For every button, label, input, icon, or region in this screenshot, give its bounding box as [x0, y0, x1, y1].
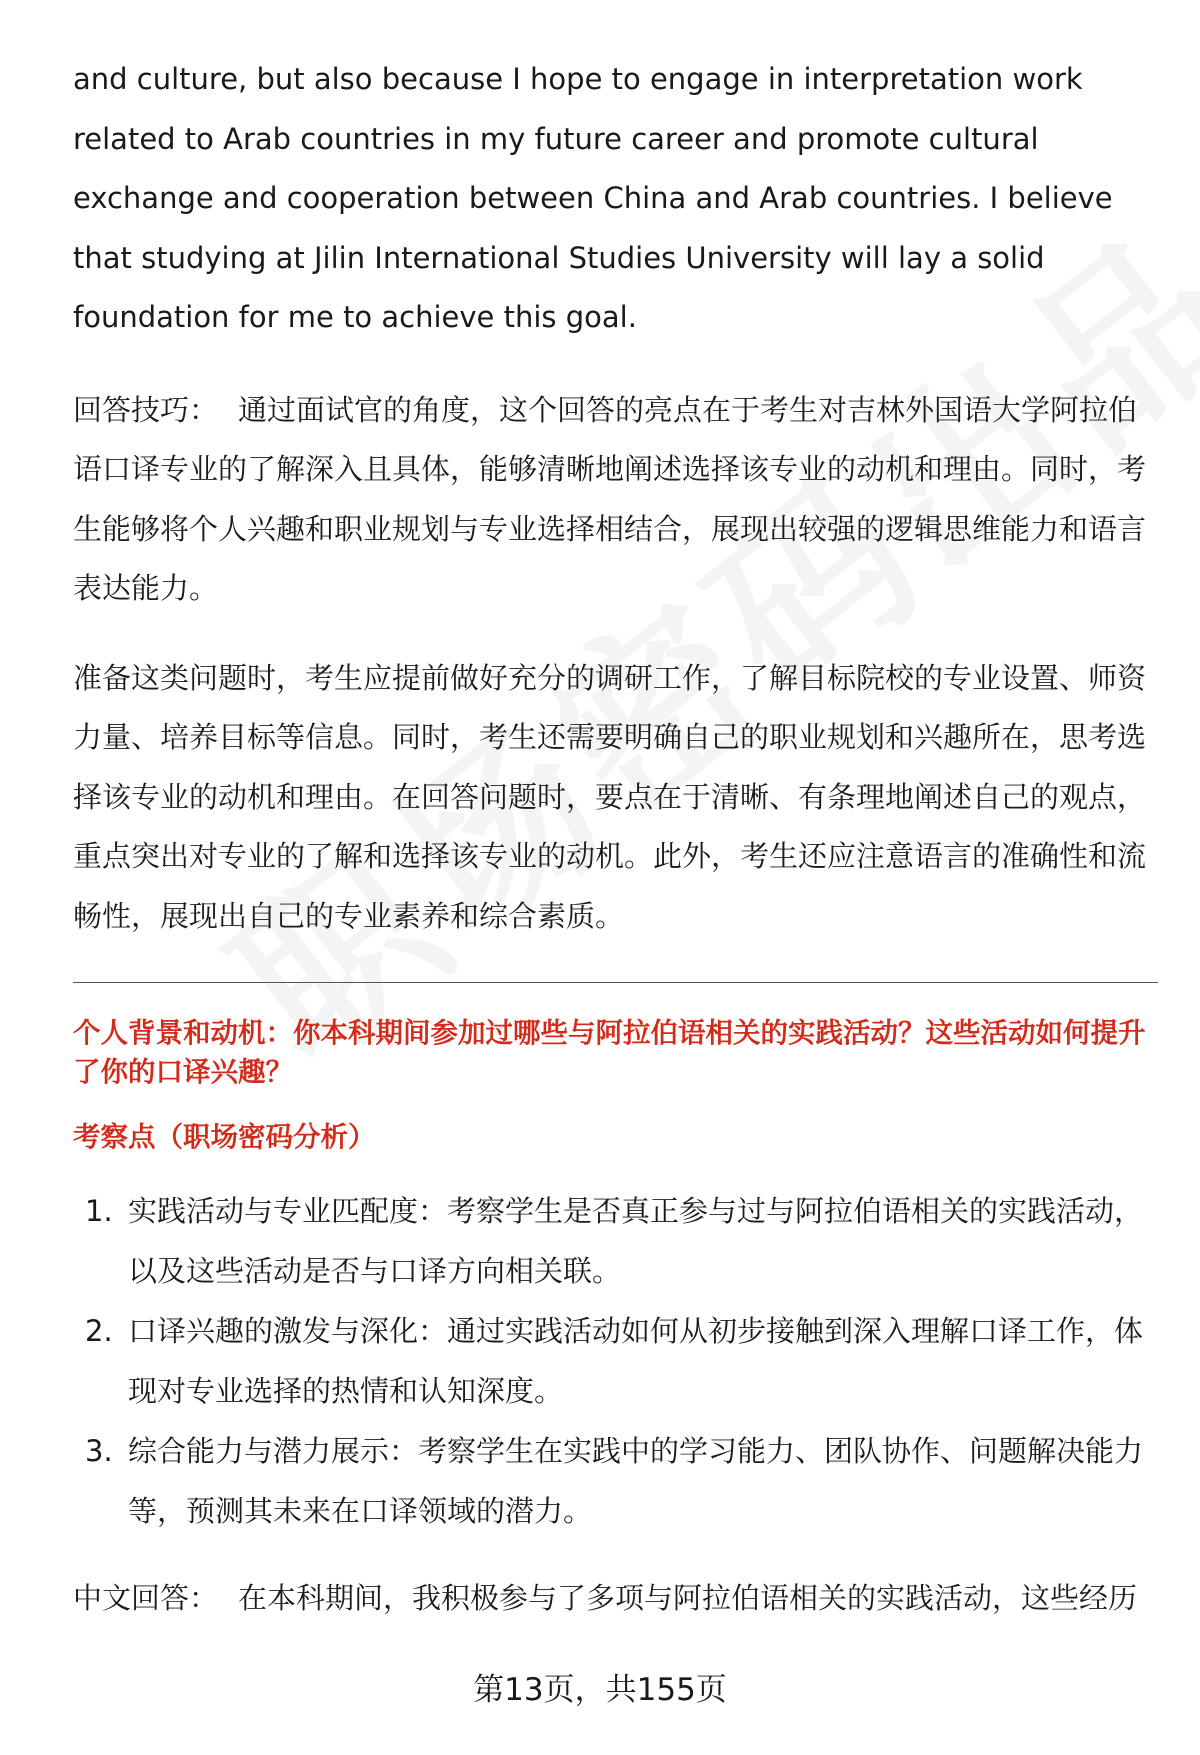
page-footer: 第13页，共155页 — [473, 1672, 727, 1708]
exam-point-list — [73, 1181, 1158, 1541]
tips-label: 回答技巧： — [73, 392, 219, 427]
preparation-paragraph: 准备这类问题时，考生应提前做好充分的调研工作，了解目标院校的专业设置、师资力量、培养目标等信息。同时，考生还需要明确自己的职业规划和兴趣所在，思考选择该专业的动机和理由。在回答问题时，要点在于清晰、有条理地阐述自己的观点，重点突出对专业的了解和选择该专业的动机。此外，考生还应注意语言的准确性和流畅性，展现出自己的专业素养和综合素质。 — [73, 660, 1147, 933]
list-item-number: 2. — [85, 1314, 113, 1348]
list-item — [73, 1301, 1158, 1421]
tips-text: 通过面试官的角度，这个回答的亮点在于考生对吉林外国语大学阿拉伯语口译专业的了解深入且具体，能够清晰地阐述选择该专业的动机和理由。同时，考生能够将个人兴趣和职业规划与专业选择相结合，展现出较强的逻辑思维能力和语言表达能力。 — [73, 392, 1147, 605]
list-item-number: 3. — [85, 1434, 113, 1468]
list-item — [73, 1421, 1158, 1541]
exam-point-heading: 考察点（职场密码分析） — [73, 1121, 376, 1153]
answer-text: 在本科期间，我积极参与了多项与阿拉伯语相关的实践活动，这些经历 — [238, 1581, 1138, 1615]
list-item-number: 1. — [85, 1194, 113, 1228]
list-item-text: 综合能力与潜力展示：考察学生在实践中的学习能力、团队协作、问题解决能力等，预测其未来在口译领域的潜力。 — [128, 1434, 1144, 1528]
list-item-text: 口译兴趣的激发与深化：通过实践活动如何从初步接触到深入理解口译工作，体现对专业选择的热情和认知深度。 — [128, 1314, 1144, 1408]
page-content — [73, 50, 1158, 1629]
intro-english-paragraph: and culture, but also because I hope to engage in interpretation work related to Arab countries in my future career and promote cultural exchange and cooperation between China and Arab countries. I believe that studying at Jilin International Studies University will lay a solid foundation for me to achieve this goal. — [73, 62, 1113, 334]
answer-label: 中文回答： — [73, 1581, 219, 1615]
question-heading: 个人背景和动机：你本科期间参加过哪些与阿拉伯语相关的实践活动？这些活动如何提升了你的口译兴趣？ — [73, 1017, 1146, 1088]
section-divider — [73, 982, 1158, 983]
list-item-text: 实践活动与专业匹配度：考察学生是否真正参与过与阿拉伯语相关的实践活动，以及这些活动是否与口译方向相关联。 — [128, 1194, 1144, 1288]
tips-paragraph — [73, 381, 1158, 619]
answer-paragraph — [73, 1569, 1158, 1629]
list-item — [73, 1181, 1158, 1301]
